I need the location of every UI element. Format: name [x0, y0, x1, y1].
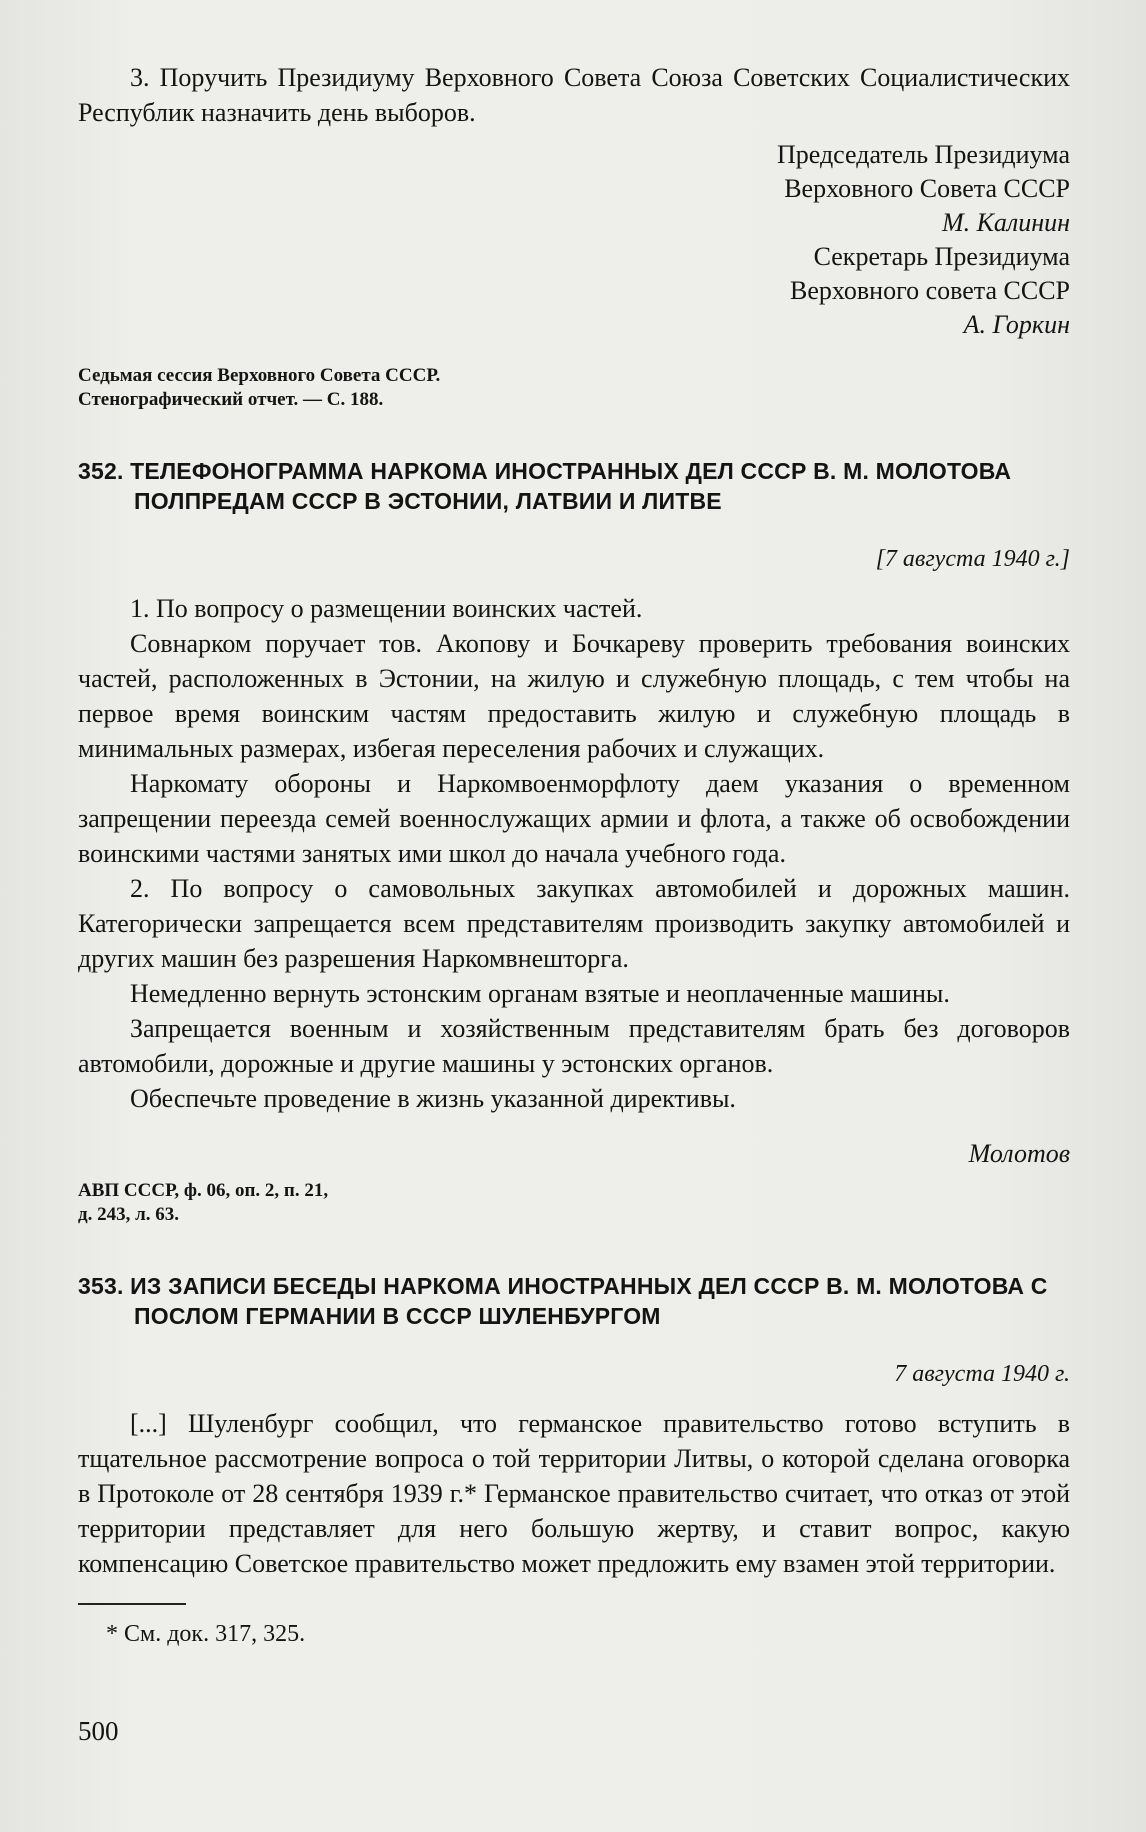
footnote: * См. док. 317, 325.: [106, 1621, 306, 1647]
body-paragraph: [...] Шуленбург сообщил, что германское правительство готово вступить в тщательное рассмотрение вопроса о той территории Литвы, о которой сделана оговорка в Протоколе от 28 сентября 1939 г.* Германское правительство считает, что отказ от этой территории представляет для него большую жертву, и ставит вопрос, какую компенсацию Советское правительство может предложить ему взамен этой территории.: [78, 1409, 1070, 1578]
document-date: 7 августа 1940 г.: [894, 1361, 1070, 1387]
decree-signature-block: [78, 138, 1070, 342]
body-paragraph: 2. По вопросу о самовольных закупках автомобилей и дорожных машин. Категорически запрещается всем представителям производить закупку автомобилей и других машин без разрешения Наркомвнешторга.: [78, 874, 1070, 973]
source-line: д. 243, л. 63.: [78, 1204, 180, 1225]
document-heading: 352. ТЕЛЕФОНОГРАММА НАРКОМА ИНОСТРАННЫХ ДЕЛ СССР В. М. МОЛОТОВА ПОЛПРЕДАМ СССР В ЭСТОНИИ, ЛАТВИИ И ЛИТВЕ: [78, 458, 1012, 514]
document-353: [78, 1271, 1070, 1581]
document-body: [78, 591, 1070, 1116]
signature-line: Верховного Совета СССР: [784, 174, 1070, 203]
body-paragraph: Совнарком поручает тов. Акопову и Бочкареву проверить требования воинских частей, расположенных в Эстонии, на жилую и служебную площадь, с тем чтобы на первое время воинским частям предоставить жилую и служебную площадь в минимальных размерах, избегая переселения рабочих и служащих.: [78, 629, 1070, 763]
body-paragraph: Немедленно вернуть эстонским органам взятые и неоплаченные машины.: [130, 979, 950, 1008]
document-heading: 353. ИЗ ЗАПИСИ БЕСЕДЫ НАРКОМА ИНОСТРАННЫХ ДЕЛ СССР В. М. МОЛОТОВА С ПОСЛОМ ГЕРМАНИИ В СССР ШУЛЕНБУРГОМ: [78, 1273, 1048, 1329]
page-number: 500: [78, 1716, 119, 1746]
source-citation: [78, 364, 1070, 412]
source-line: АВП СССР, ф. 06, оп. 2, п. 21,: [78, 1180, 329, 1201]
source-citation: [78, 1179, 1070, 1227]
source-line: Стенографический отчет. — С. 188.: [78, 389, 384, 410]
body-paragraph: Запрещается военным и хозяйственным представителям брать без договоров автомобили, дорожные и другие машины у эстонских органов.: [78, 1014, 1070, 1078]
body-paragraph: 1. По вопросу о размещении воинских частей.: [130, 594, 643, 623]
signatory-name: М. Калинин: [941, 208, 1070, 237]
source-line: Седьмая сессия Верховного Совета СССР.: [78, 365, 441, 386]
signature-line: Верховного совета СССР: [789, 276, 1070, 305]
body-paragraph: Обеспечьте проведение в жизнь указанной директивы.: [130, 1084, 736, 1113]
body-paragraph: Наркомату обороны и Наркомвоенморфлоту даем указания о временном запрещении переезда семей военнослужащих армии и флота, а также об освобождении воинскими частями занятых ими школ до начала учебного года.: [78, 769, 1070, 868]
decree-point-3: 3. Поручить Президиуму Верховного Совета Союза Советских Социалистических Республик назначить день выборов.: [78, 63, 1070, 127]
signature-line: Председатель Президиума: [776, 140, 1070, 169]
document-date: [7 августа 1940 г.]: [875, 546, 1070, 572]
document-352: [78, 456, 1070, 1227]
signature-line: Секретарь Президиума: [813, 242, 1070, 271]
signatory-name: Молотов: [968, 1139, 1070, 1168]
footnote-divider: [78, 1603, 186, 1605]
signatory-name: А. Горкин: [963, 310, 1070, 339]
